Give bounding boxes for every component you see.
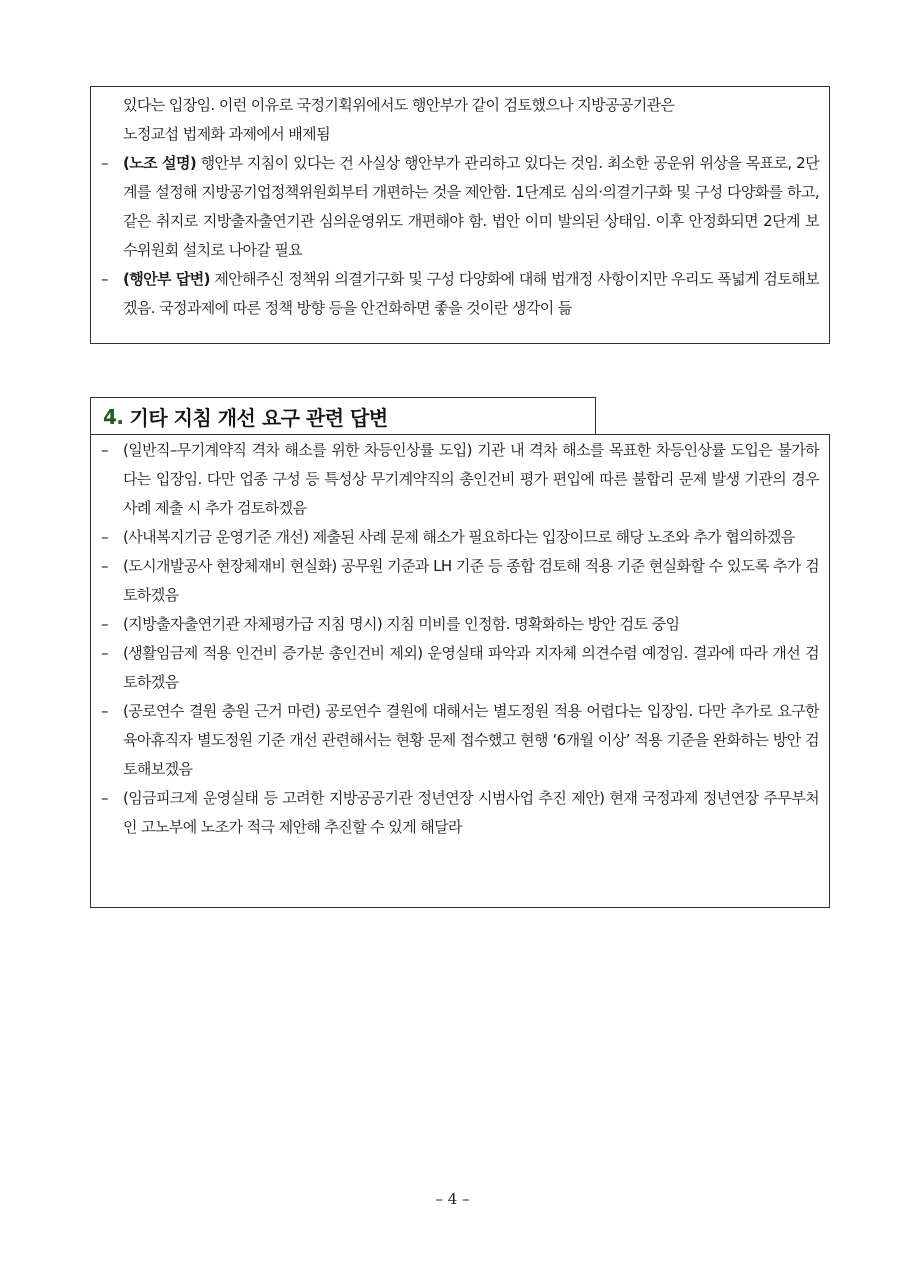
dash-marker: – xyxy=(101,615,108,633)
item-label: (행안부 답변) xyxy=(123,270,210,288)
dash-marker: – xyxy=(101,441,108,459)
item-text: (도시개발공사 현장체재비 현실화) 공무원 기준과 LH 기준 등 종합 검토해 적용 기준 현실화할 수 있도록 추가 검토하겠음 xyxy=(123,557,819,604)
dash-marker: – xyxy=(101,702,108,720)
dash-marker: – xyxy=(101,557,108,575)
list-item xyxy=(101,697,819,784)
item-text: (사내복지기금 운영기준 개선) 제출된 사례 문제 해소가 필요하다는 입장이므로 해당 노조와 추가 협의하겠음 xyxy=(123,528,795,546)
dash-marker: – xyxy=(101,644,108,662)
item-text: 행안부 지침이 있다는 건 사실상 행안부가 관리하고 있다는 것임. 최소한 공운위 위상을 목표로, 2단계를 설정해 지방공기업정책위원회부터 개편하는 것을 제안함. 1단계로 심의·의결기구화 및 구성 다양화를 하고, 같은 취지로 지방출자출연기관 심의운영위도 개편해야 함. 법안 이미 발의된 상태임. 이후 안정화되면 2단계 보수위원회 설치로 나아갈 필요 xyxy=(123,154,819,259)
item-text: (지방출자출연기관 자체평가급 지침 명시) 지침 미비를 인정함. 명확화하는 방안 검토 중임 xyxy=(123,615,680,633)
list-item xyxy=(101,610,819,639)
continuation-line: 있다는 입장임. 이런 이유로 국정기획위에서도 행안부가 같이 검토했으나 지방공공기관은 xyxy=(123,96,675,114)
item-text: (일반직–무기계약직 격차 해소를 위한 차등인상률 도입) 기관 내 격차 해소를 목표한 차등인상률 도입은 불가하다는 입장임. 다만 업종 구성 등 특성상 무기계약직의 총인건비 평가 편입에 따른 불합리 문제 발생 기관의 경우 사례 제출 시 추가 검토하겠음 xyxy=(123,441,819,517)
section-number: 4. xyxy=(103,404,124,429)
list-item xyxy=(101,552,819,610)
item-text: (생활임금제 적용 인건비 증가분 총인건비 제외) 운영실태 파악과 지자체 의견수렴 예정임. 결과에 따라 개선 검토하겠음 xyxy=(123,644,819,691)
list-item xyxy=(101,265,819,323)
item-text: (공로연수 결원 충원 근거 마련) 공로연수 결원에 대해서는 별도정원 적용 어렵다는 입장임. 다만 추가로 요구한 육아휴직자 별도정원 기준 개선 관련해서는 현황 문제 접수했고 현행 ‘6개월 이상’ 적용 기준을 완화하는 방안 검토해보겠음 xyxy=(123,702,819,778)
item-text: 제안해주신 정책위 의결기구화 및 구성 다양화에 대해 법개정 사항이지만 우리도 폭넓게 검토해보겠음. 국정과제에 따른 정책 방향 등을 안건화하면 좋을 것이란 생각이 듦 xyxy=(123,270,819,317)
list-item xyxy=(101,149,819,265)
list-item xyxy=(101,523,819,552)
previous-section-box xyxy=(90,86,830,344)
dash-marker: – xyxy=(101,270,108,288)
dash-marker: – xyxy=(101,154,108,172)
list-item xyxy=(101,784,819,842)
dash-marker: – xyxy=(101,789,108,807)
continuation-line: 노정교섭 법제화 과제에서 배제됨 xyxy=(123,125,330,143)
section-4-box xyxy=(90,434,830,908)
section-heading xyxy=(90,397,596,435)
list-item xyxy=(101,436,819,523)
item-text: (임금피크제 운영실태 등 고려한 지방공공기관 정년연장 시범사업 추진 제안) 현재 국정과제 정년연장 주무부처인 고노부에 노조가 적극 제안해 추진할 수 있게 해달라 xyxy=(123,789,819,836)
section-title: 기타 지침 개선 요구 관련 답변 xyxy=(129,406,388,430)
dash-marker: – xyxy=(101,528,108,546)
item-label: (노조 설명) xyxy=(123,154,197,172)
page-number: – 4 – xyxy=(435,1190,470,1208)
list-item xyxy=(101,639,819,697)
